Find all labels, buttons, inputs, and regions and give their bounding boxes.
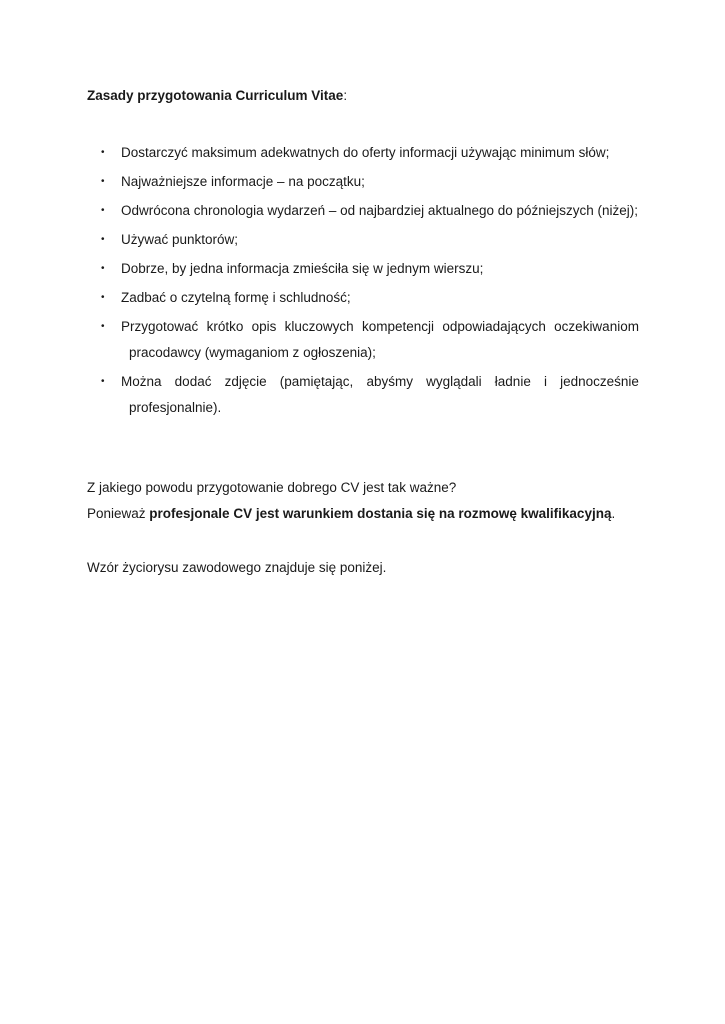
word: zdjęcie xyxy=(224,374,267,389)
cv-rules-list xyxy=(0,140,725,424)
list-item xyxy=(0,256,725,282)
word: oczekiwaniom xyxy=(554,319,639,334)
list-item-text xyxy=(121,314,639,340)
list-item xyxy=(0,369,725,421)
word: (pamiętając, xyxy=(279,374,354,389)
list-item xyxy=(0,198,725,224)
word: wyglądali xyxy=(426,374,482,389)
bullet-icon: • xyxy=(101,176,105,187)
list-item xyxy=(0,227,725,253)
word: odpowiadających xyxy=(442,319,546,334)
word: kompetencji xyxy=(361,319,435,334)
list-item-continuation: profesjonalnie). xyxy=(129,400,222,415)
answer-paragraph xyxy=(87,504,615,524)
bullet-icon: • xyxy=(101,234,105,245)
question-paragraph: Z jakiego powodu przygotowanie dobrego CV jest tak ważne? xyxy=(87,480,457,495)
list-item-text: Używać punktorów; xyxy=(121,232,239,247)
bullet-icon: • xyxy=(101,376,105,387)
heading-colon: : xyxy=(343,88,348,103)
answer-emphasis: profesjonale CV jest warunkiem dostania się na rozmowę kwalifikacyjną xyxy=(149,506,612,521)
closing-paragraph: Wzór życiorysu zawodowego znajduje się poniżej. xyxy=(87,560,387,575)
heading-title: Zasady przygotowania Curriculum Vitae xyxy=(87,88,344,103)
word: Przygotować xyxy=(121,319,199,334)
list-item xyxy=(0,314,725,366)
bullet-icon: • xyxy=(101,147,105,158)
word: opis xyxy=(251,319,277,334)
word: abyśmy xyxy=(366,374,413,389)
list-item-text: Odwrócona chronologia wydarzeń – od najbardziej aktualnego do późniejszych (niżej); xyxy=(121,203,639,218)
word: Można xyxy=(121,374,162,389)
list-item xyxy=(0,140,725,166)
word: ładnie xyxy=(494,374,531,389)
bullet-icon: • xyxy=(101,263,105,274)
word: i xyxy=(543,374,547,389)
list-item xyxy=(0,169,725,195)
word: dodać xyxy=(174,374,212,389)
document-heading xyxy=(87,86,347,106)
list-item-text: Dobrze, by jedna informacja zmieściła się w jednym wierszu; xyxy=(121,261,484,276)
word: kluczowych xyxy=(284,319,354,334)
answer-prefix: Ponieważ xyxy=(87,506,150,521)
bullet-icon: • xyxy=(101,292,105,303)
list-item-text: Najważniejsze informacje – na początku; xyxy=(121,174,365,189)
answer-suffix: . xyxy=(611,506,616,521)
list-item-text: Dostarczyć maksimum adekwatnych do oferty informacji używając minimum słów; xyxy=(121,145,610,160)
list-item xyxy=(0,285,725,311)
list-item-text xyxy=(121,369,639,395)
word: jednocześnie xyxy=(560,374,639,389)
word: krótko xyxy=(206,319,244,334)
bullet-icon: • xyxy=(101,205,105,216)
bullet-icon: • xyxy=(101,321,105,332)
list-item-continuation: pracodawcy (wymaganiom z ogłoszenia); xyxy=(129,345,376,360)
list-item-text: Zadbać o czytelną formę i schludność; xyxy=(121,290,351,305)
